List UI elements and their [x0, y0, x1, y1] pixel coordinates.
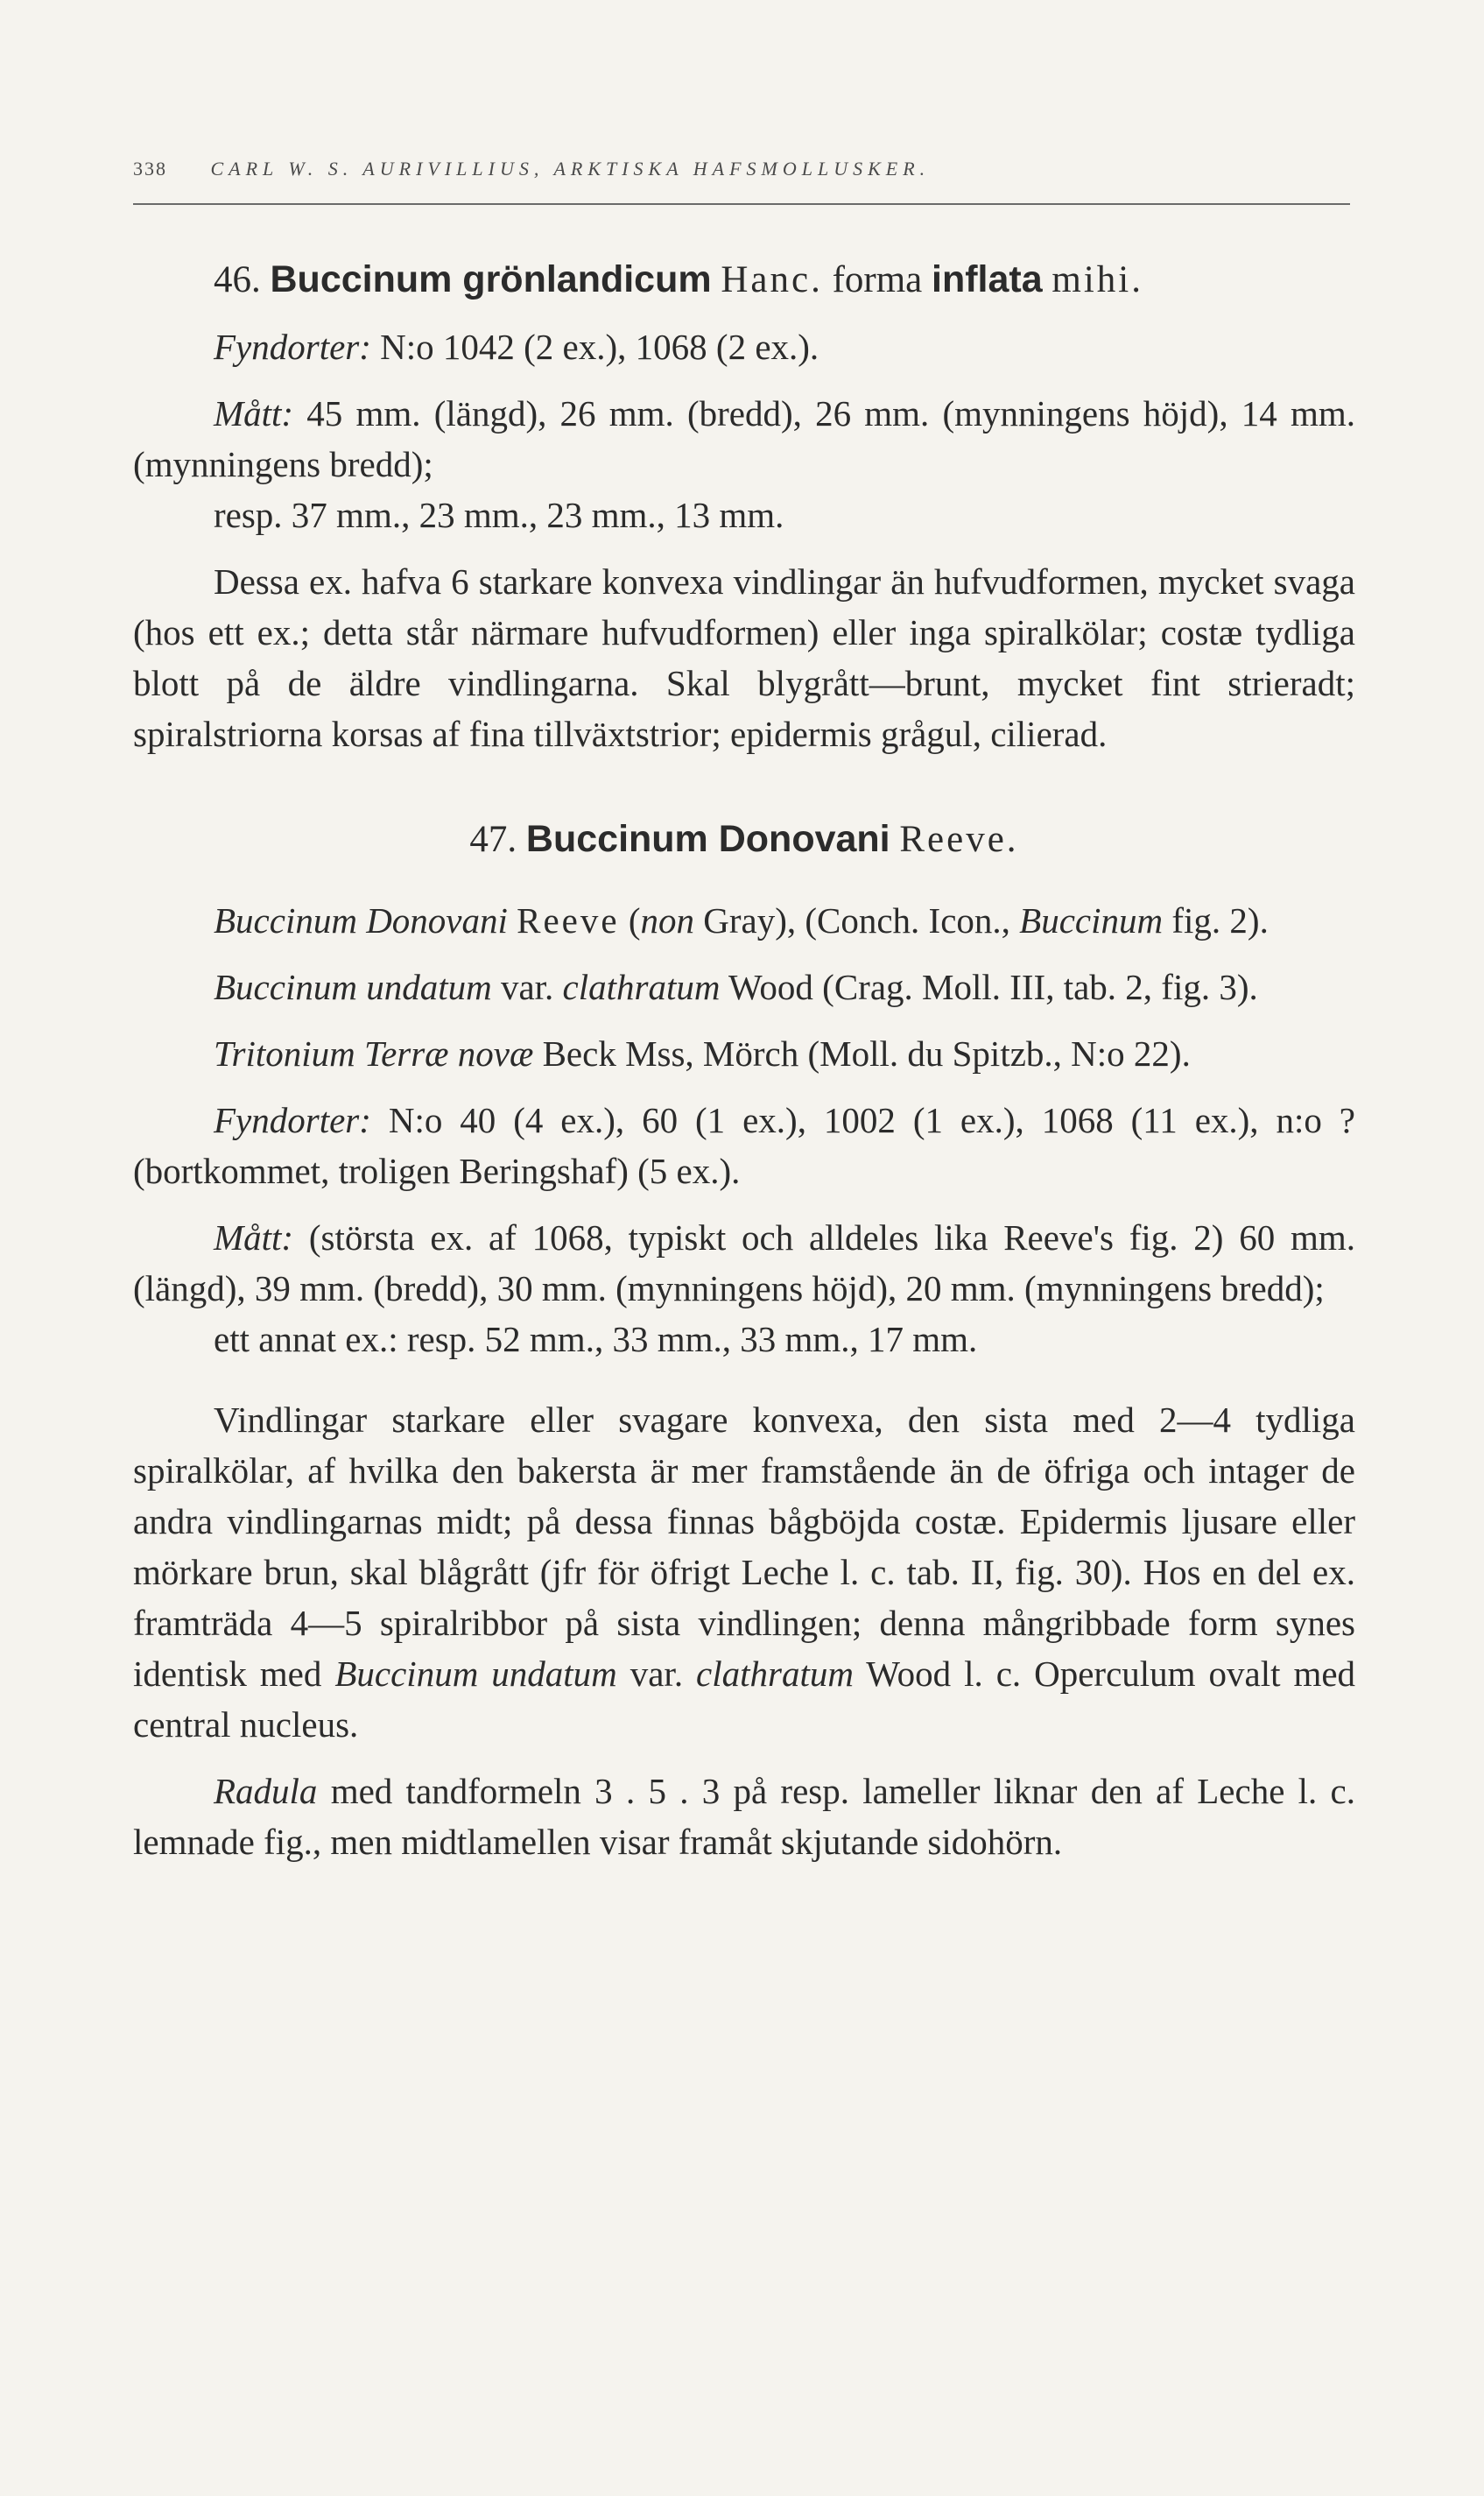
description-part-a: Vindlingar starkare eller svagare konvexa, den sista med 2—4 tydliga spiralkölar, af hvilka den bakersta är mer framstående än de öfriga och intager de andra vindlingarnas midt; på dessa finnas bågböjda costæ. Epidermis ljusare eller mörkare brun, skal blågrått (jfr för öfrigt Leche l. c. tab. II, fig. 30). Hos en del ex. framträda 4—5 spiralribbor på sista vindlingen; denna mångribbade form synes identisk med — [133, 1400, 1355, 1694]
section-47-annat: ett annat ex.: resp. 52 mm., 33 mm., 33 mm., 17 mm. — [214, 1319, 978, 1359]
description-part-e: Wood l. c. Operculum ovalt med central nucleus. — [133, 1653, 1356, 1745]
section-46-fyndorter — [133, 321, 1355, 372]
fyndorter-text: N:o 40 (4 ex.), 60 (1 ex.), 1002 (1 ex.), 1068 (11 ex.), n:o ? (bortkommet, troligen Beringshaf) (5 ex.). — [133, 1100, 1355, 1191]
fyndorter-text: N:o 1042 (2 ex.), 1068 (2 ex.). — [380, 327, 819, 367]
section-47-radula — [133, 1766, 1355, 1867]
description-taxon: Buccinum undatum — [334, 1653, 617, 1694]
section-47-description — [133, 1394, 1355, 1750]
section-46-heading — [133, 254, 1355, 306]
section-46-mihi: mihi. — [1051, 259, 1143, 300]
section-46-resp: resp. 37 mm., 23 mm., 23 mm., 13 mm. — [214, 495, 784, 535]
synonym-2 — [133, 962, 1355, 1012]
description-var: var. — [629, 1653, 684, 1694]
synonym-2-var: var. — [500, 967, 554, 1007]
matt-label: Mått: — [214, 1217, 294, 1258]
synonym-1-fig: fig. 2). — [1171, 900, 1269, 941]
synonym-2-taxon: Buccinum undatum — [214, 967, 492, 1007]
synonym-1-taxon: Buccinum Donovani — [214, 900, 508, 941]
matt-text: 45 mm. (längd), 26 mm. (bredd), 26 mm. (mynningens höjd), 14 mm. (mynningens bredd); — [133, 393, 1355, 484]
section-47-number: 47. — [469, 819, 517, 860]
synonym-2-clathratum: clathratum — [562, 967, 721, 1007]
radula-label: Radula — [214, 1771, 318, 1811]
synonym-1-author: Reeve — [517, 900, 620, 941]
description-clathratum: clathratum — [696, 1653, 854, 1694]
section-47-heading — [133, 814, 1355, 865]
synonym-3 — [133, 1028, 1355, 1079]
header-rule — [133, 203, 1350, 205]
fyndorter-label: Fyndorter: — [214, 1100, 371, 1140]
section-46-description: Dessa ex. hafva 6 starkare konvexa vindlingar än hufvudformen, mycket svaga (hos ett ex.; detta står närmare hufvudformen) eller inga spiralkölar; costæ tydliga blott på de äldre vindlingarna. Skal blygrått—brunt, mycket fint strieradt; spiralstriorna korsas af fina tillväxtstrior; epidermis grågul, cilierad. — [133, 561, 1355, 754]
section-47-author: Reeve. — [899, 819, 1019, 860]
section-47-matt — [133, 1212, 1355, 1314]
synonym-1: Buccinum Donovani Reeve (non Gray), (Conch. Icon., Buccinum fig. 2). — [214, 900, 1269, 941]
matt-label: Mått: — [214, 393, 294, 434]
synonym-1-rest: Gray), (Conch. Icon., — [703, 900, 1010, 941]
section-46-number: 46. — [214, 259, 261, 300]
matt-text: (största ex. af 1068, typiskt och alldeles lika Reeve's fig. 2) 60 mm. (längd), 39 mm. (bredd), 30 mm. (mynningens höjd), 20 mm. (mynningens bredd); — [133, 1217, 1355, 1308]
section-46-forma: forma — [832, 259, 923, 300]
synonym-3-rest: Beck Mss, Mörch (Moll. du Spitzb., N:o 22). — [542, 1033, 1191, 1074]
section-46-taxon: Buccinum grönlandicum — [270, 258, 712, 300]
synonym-3-taxon: Tritonium Terræ novæ — [214, 1033, 534, 1074]
radula-text: med tandformeln 3 . 5 . 3 på resp. lameller liknar den af Leche l. c. lemnade fig., men midtlamellen visar framåt skjutande sidohörn. — [133, 1771, 1355, 1862]
section-47-fyndorter — [133, 1095, 1355, 1196]
section-46-matt — [133, 388, 1355, 490]
synonym-1-buccinum: Buccinum — [1019, 900, 1164, 941]
fyndorter-label: Fyndorter: — [214, 327, 371, 367]
running-head — [133, 158, 1359, 180]
synonym-1-non: non — [640, 900, 694, 941]
page-number: 338 — [133, 158, 167, 180]
running-title: CARL W. S. AURIVILLIUS, ARKTISKA HAFSMOLLUSKER. — [210, 158, 931, 180]
synonym-2-rest: Wood (Crag. Moll. III, tab. 2, fig. 3). — [728, 967, 1258, 1007]
section-46-author: Hanc. — [721, 259, 823, 300]
section-47-taxon: Buccinum Donovani — [525, 818, 890, 860]
section-46-inflata: inflata — [932, 258, 1043, 300]
page-body — [133, 254, 1355, 1867]
